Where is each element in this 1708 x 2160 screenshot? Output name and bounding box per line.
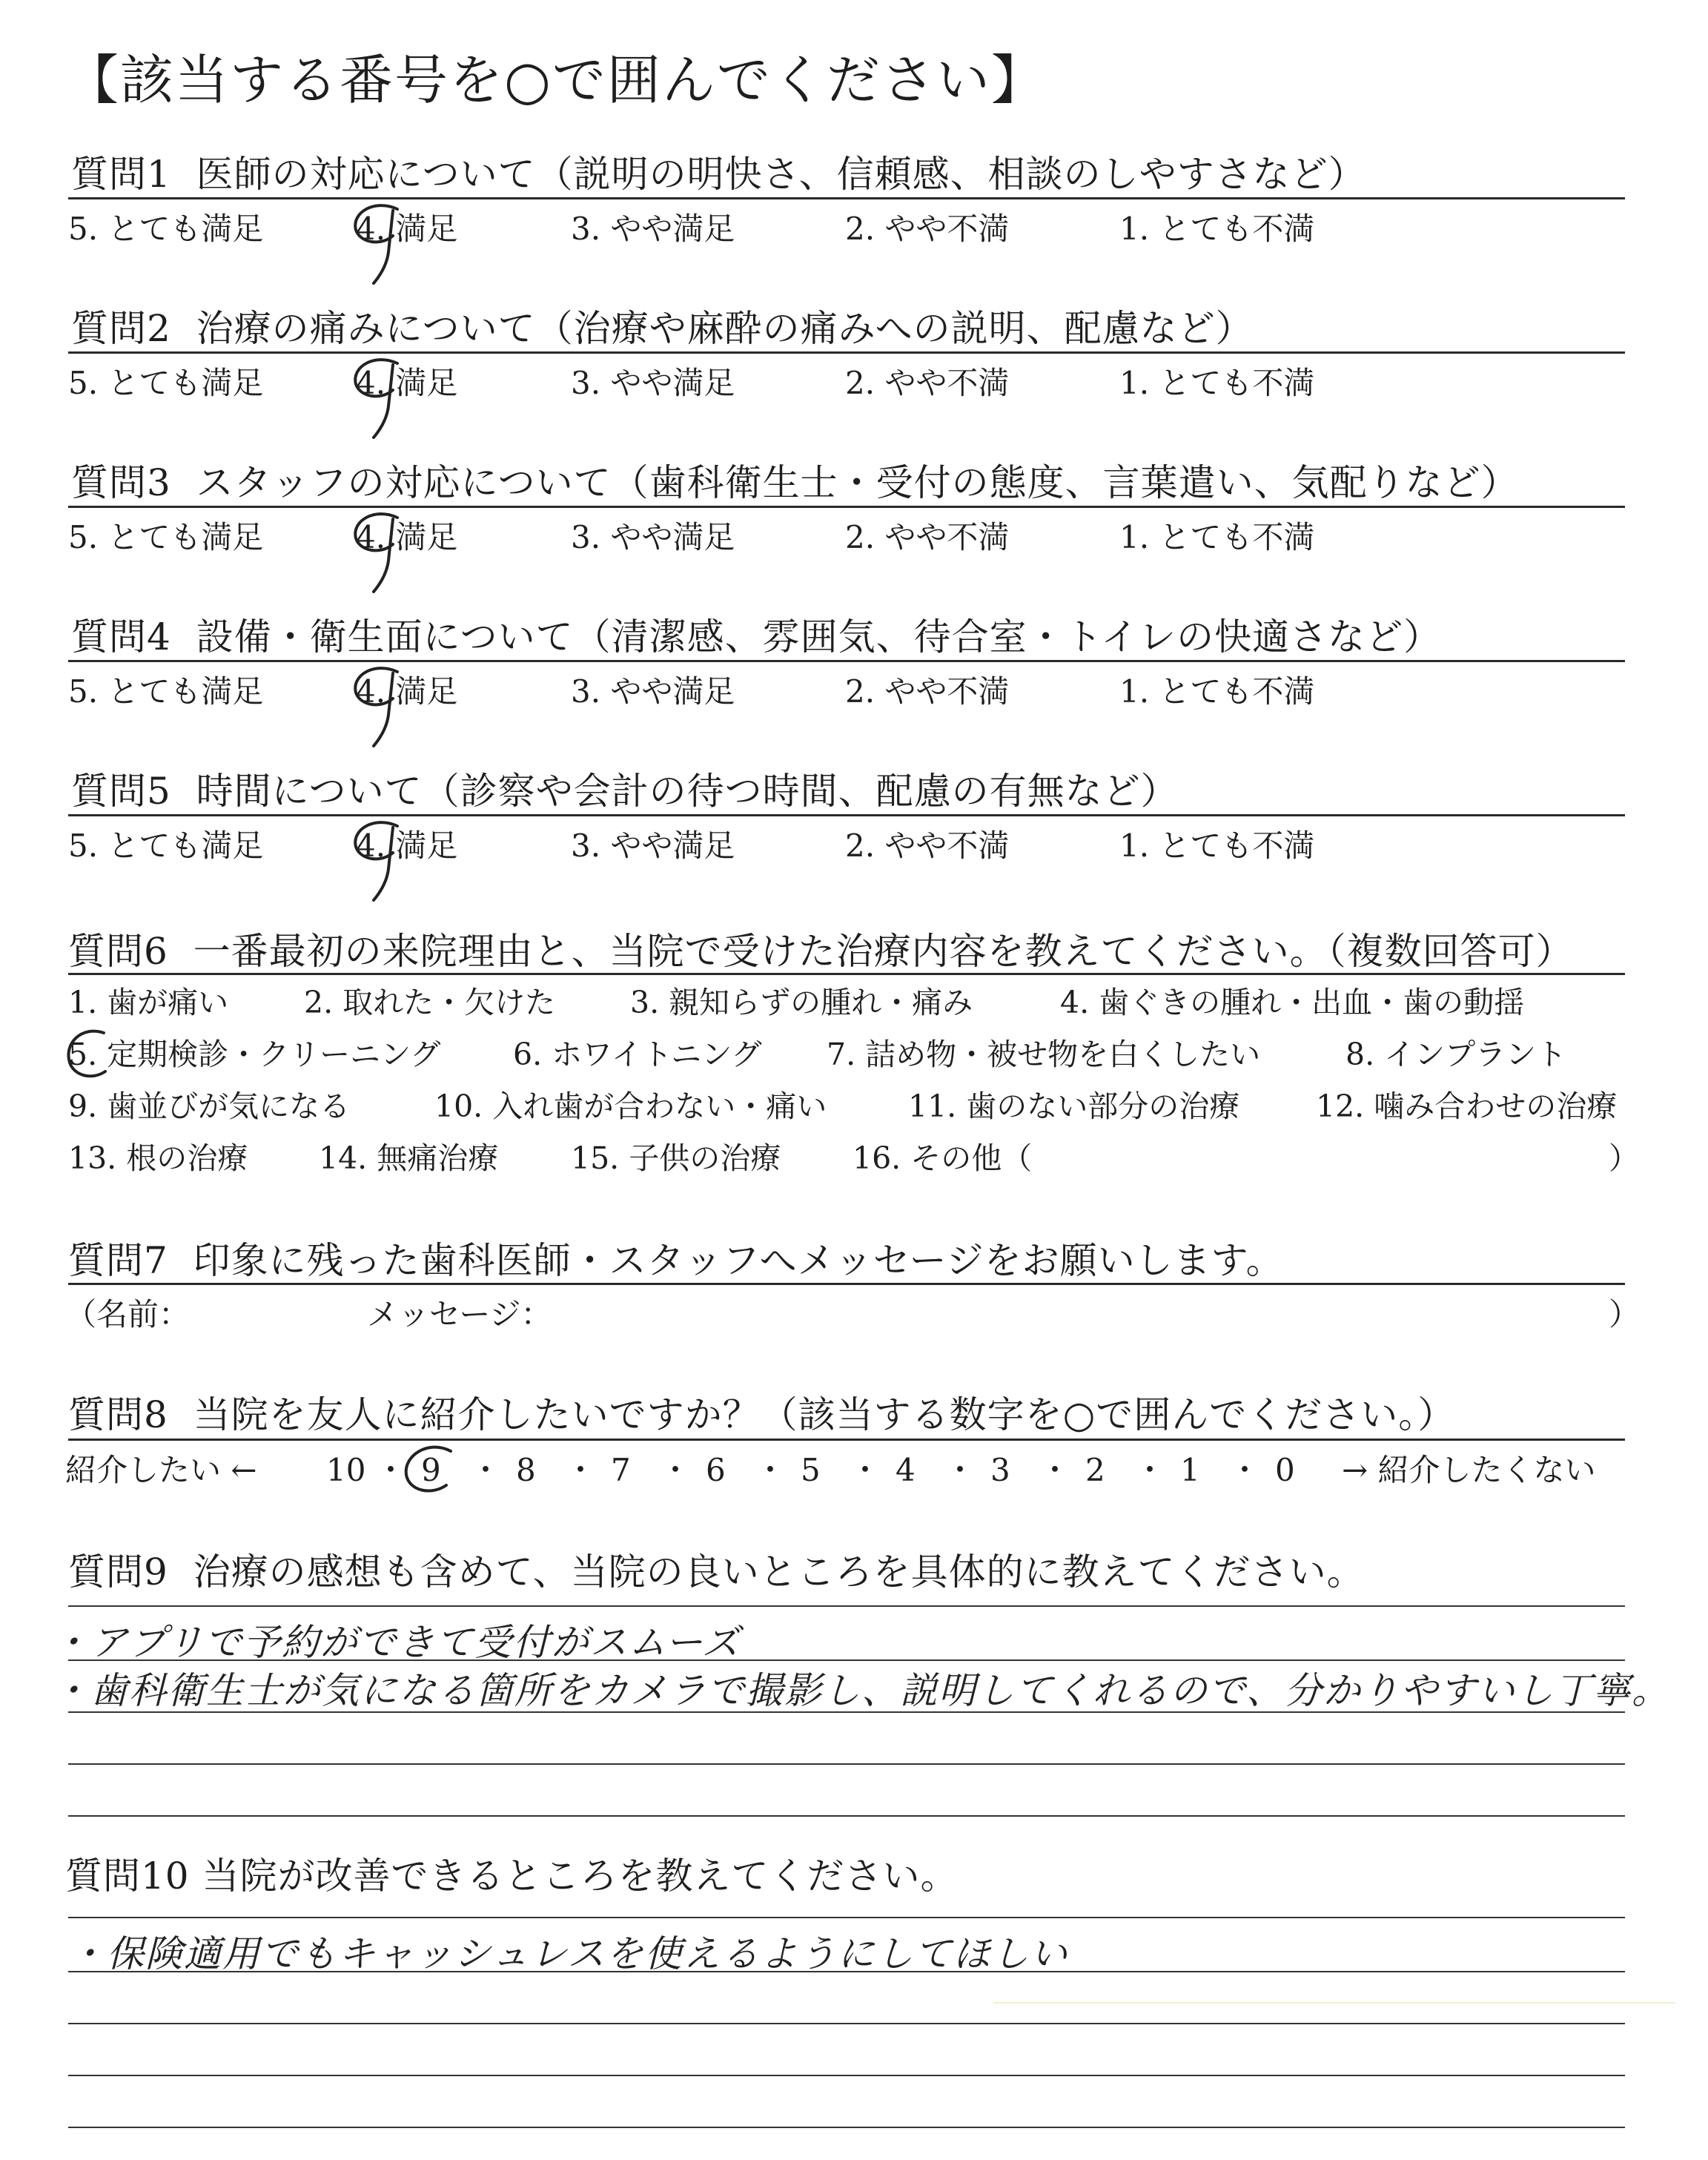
- q8-left-label: 紹介したい ←: [65, 1452, 257, 1488]
- q3-option-1[interactable]: 1. とても不満: [1119, 519, 1315, 555]
- q4-label: 質問4: [71, 615, 171, 658]
- q7-message-field[interactable]: [549, 1296, 1586, 1333]
- q4-selection-mark: [345, 663, 412, 752]
- q9-line-2: [68, 1659, 1625, 1661]
- q5-option-3[interactable]: 3. やや満足: [571, 828, 735, 864]
- q1-option-1[interactable]: 1. とても不満: [1119, 211, 1315, 247]
- q10-line-2: [68, 1971, 1625, 1972]
- q5-selection-mark: [345, 817, 412, 906]
- q4-option-5[interactable]: 5. とても満足: [68, 673, 264, 710]
- q8-label: 質問8: [68, 1393, 168, 1436]
- q9-heading: [68, 1550, 1365, 1593]
- scale-value-0[interactable]: 0: [1275, 1452, 1295, 1488]
- q9-line-3: [68, 1711, 1625, 1713]
- q5-option-2[interactable]: 2. やや不満: [845, 828, 1010, 864]
- q5-option-5[interactable]: 5. とても満足: [68, 828, 264, 864]
- q6-option-3[interactable]: 3. 親知らずの腫れ・痛み: [630, 985, 973, 1020]
- q4-option-4[interactable]: 4. 満足: [356, 673, 458, 710]
- q10-line-5: [68, 2127, 1625, 2128]
- q10-answer-1[interactable]: ・保険適用でもキャッシュレスを使えるようにしてほしい: [68, 1932, 1069, 1975]
- q1-text: 医師の対応について（説明の明快さ、信頼感、相談のしやすさなど）: [196, 153, 1366, 196]
- q7-label: 質問7: [68, 1239, 168, 1282]
- scale-separator: ・: [1134, 1452, 1166, 1488]
- q2-label: 質問2: [71, 307, 171, 350]
- q2-option-3[interactable]: 3. やや満足: [571, 365, 735, 401]
- scale-value-6[interactable]: 6: [706, 1452, 726, 1488]
- scale-value-10[interactable]: 10: [326, 1452, 366, 1488]
- q2-option-1[interactable]: 1. とても不満: [1119, 365, 1315, 401]
- q6-option-16[interactable]: 16. その他（: [853, 1140, 1033, 1176]
- q6-rule: [68, 973, 1625, 975]
- q8-text: 当院を友人に紹介したいですか？（該当する数字を○で囲んでください。）: [193, 1393, 1456, 1436]
- scale-value-7[interactable]: 7: [611, 1452, 631, 1488]
- q2-option-2[interactable]: 2. やや不満: [845, 365, 1010, 401]
- q4-option-2[interactable]: 2. やや不満: [845, 673, 1010, 710]
- q7-message-label: メッセージ：: [367, 1296, 552, 1332]
- scale-separator: ・: [565, 1452, 597, 1488]
- scale-value-2[interactable]: 2: [1085, 1452, 1105, 1488]
- scale-separator: ・: [850, 1452, 881, 1488]
- q10-label: 質問10: [65, 1855, 190, 1898]
- q6-text: 一番最初の来院理由と、当院で受けた治療内容を教えてください。（複数回答可）: [193, 930, 1574, 973]
- scale-separator: ・: [1229, 1452, 1261, 1488]
- q3-option-2[interactable]: 2. やや不満: [845, 519, 1010, 555]
- q5-rule: [68, 814, 1625, 816]
- scale-value-5[interactable]: 5: [801, 1452, 821, 1488]
- q6-option-9[interactable]: 9. 歯並びが気になる: [68, 1089, 351, 1124]
- scale-value-9[interactable]: 9: [421, 1452, 441, 1488]
- q10-line-3: [68, 2023, 1625, 2024]
- q4-option-1[interactable]: 1. とても不満: [1119, 673, 1315, 710]
- q2-text: 治療の痛みについて（治療や麻酔の痛みへの説明、配慮など）: [196, 307, 1254, 350]
- q6-option-8[interactable]: 8. インプラント: [1345, 1037, 1567, 1072]
- q7-text: 印象に残った歯科医師・スタッフへメッセージをお願いします。: [193, 1239, 1284, 1282]
- q6-option-13[interactable]: 13. 根の治療: [68, 1140, 248, 1176]
- q3-rule: [68, 506, 1625, 508]
- q6-label: 質問6: [68, 930, 168, 973]
- q7-close: ）: [1609, 1296, 1641, 1332]
- q10-line-1: [68, 1917, 1625, 1918]
- q10-heading: [65, 1855, 959, 1898]
- q8-selection-mark: [391, 1442, 466, 1509]
- q2-selection-mark: [345, 354, 412, 443]
- q8-right-label: → 紹介したくない: [1342, 1452, 1596, 1488]
- q3-selection-mark: [345, 509, 412, 598]
- q1-option-4[interactable]: 4. 満足: [356, 211, 458, 247]
- q1-selection-mark: [345, 200, 412, 289]
- scale-separator: ・: [1039, 1452, 1071, 1488]
- scale-value-3[interactable]: 3: [990, 1452, 1010, 1488]
- q6-selection-mark: [59, 1027, 126, 1094]
- q1-label: 質問1: [71, 153, 171, 196]
- q6-option-12[interactable]: 12. 噛み合わせの治療: [1316, 1089, 1618, 1124]
- scale-separator: ・: [944, 1452, 976, 1488]
- scale-separator: ・: [755, 1452, 787, 1488]
- q1-heading: [71, 153, 1366, 196]
- q3-option-3[interactable]: 3. やや満足: [571, 519, 735, 555]
- scale-separator: ・: [470, 1452, 502, 1488]
- q8-heading: [68, 1393, 1456, 1436]
- faint-highlight-line: [993, 2002, 1675, 2004]
- q3-heading: [71, 461, 1519, 504]
- q5-heading: [71, 770, 1179, 813]
- q9-text: 治療の感想も含めて、当院の良いところを具体的に教えてください。: [193, 1550, 1365, 1593]
- q4-heading: [71, 615, 1442, 658]
- q9-answer-2[interactable]: ・歯科衛生士が気になる箇所をカメラで撮影し、説明してくれるので、分かりやすいし丁寧。: [52, 1669, 1670, 1712]
- q9-line-4: [68, 1763, 1625, 1765]
- q9-line-1: [68, 1605, 1625, 1607]
- q6-option-4[interactable]: 4. 歯ぐきの腫れ・出血・歯の動揺: [1060, 985, 1525, 1020]
- q5-label: 質問5: [71, 770, 171, 813]
- q5-option-1[interactable]: 1. とても不満: [1119, 828, 1315, 864]
- q5-option-4[interactable]: 4. 満足: [356, 828, 458, 864]
- q6-option-6[interactable]: 6. ホワイトニング: [513, 1037, 762, 1072]
- q6-option-7[interactable]: 7. 詰め物・被せ物を白くしたい: [827, 1037, 1261, 1072]
- scale-separator: ・: [660, 1452, 692, 1488]
- q1-option-3[interactable]: 3. やや満足: [571, 211, 735, 247]
- q6-option-15[interactable]: 15. 子供の治療: [571, 1140, 781, 1176]
- q7-heading: [68, 1239, 1284, 1282]
- q3-text: スタッフの対応について（歯科衛生士・受付の態度、言葉遣い、気配りなど）: [196, 461, 1519, 504]
- q1-option-5[interactable]: 5. とても満足: [68, 211, 264, 247]
- q6-option-5[interactable]: 5. 定期検診・クリーニング: [68, 1037, 441, 1072]
- scale-value-8[interactable]: 8: [516, 1452, 536, 1488]
- q3-option-5[interactable]: 5. とても満足: [68, 519, 264, 555]
- q1-option-2[interactable]: 2. やや不満: [845, 211, 1010, 247]
- q9-line-5: [68, 1815, 1625, 1817]
- q6-heading: [68, 930, 1574, 973]
- q6-option-1[interactable]: 1. 歯が痛い: [68, 985, 229, 1020]
- q6-option-11[interactable]: 11. 歯のない部分の治療: [908, 1089, 1240, 1124]
- q6-option-16-close: ）: [1609, 1140, 1639, 1176]
- scale-value-4[interactable]: 4: [896, 1452, 916, 1488]
- q6-option-14[interactable]: 14. 無痛治療: [319, 1140, 499, 1176]
- q7-rule: [68, 1283, 1625, 1285]
- q2-option-4[interactable]: 4. 満足: [356, 365, 458, 401]
- q2-option-5[interactable]: 5. とても満足: [68, 365, 264, 401]
- q2-rule: [68, 351, 1625, 354]
- q1-rule: [68, 197, 1625, 199]
- q8-rule: [68, 1439, 1625, 1441]
- q10-line-4: [68, 2075, 1625, 2076]
- q4-text: 設備・衛生面について（清潔感、雰囲気、待合室・トイレの快適さなど）: [196, 615, 1442, 658]
- q3-label: 質問3: [71, 461, 171, 504]
- page-title: 【該当する番号を○で囲んでください】: [65, 49, 1046, 111]
- q7-name-label: （名前：: [65, 1296, 191, 1332]
- scale-separator: ・: [375, 1452, 407, 1488]
- q10-text: 当院が改善できるところを教えてください。: [202, 1855, 959, 1898]
- q9-answer-1[interactable]: ・アプリで予約ができて受付がスムーズ: [52, 1621, 741, 1664]
- q6-option-2[interactable]: 2. 取れた・欠けた: [304, 985, 556, 1020]
- q3-option-4[interactable]: 4. 満足: [356, 519, 458, 555]
- q4-option-3[interactable]: 3. やや満足: [571, 673, 735, 710]
- q9-label: 質問9: [68, 1550, 168, 1593]
- q2-heading: [71, 307, 1254, 350]
- q5-text: 時間について（診察や会計の待つ時間、配慮の有無など）: [196, 770, 1179, 813]
- q4-rule: [68, 660, 1625, 662]
- q6-option-10[interactable]: 10. 入れ歯が合わない・痛い: [434, 1089, 827, 1124]
- scale-value-1[interactable]: 1: [1180, 1452, 1200, 1488]
